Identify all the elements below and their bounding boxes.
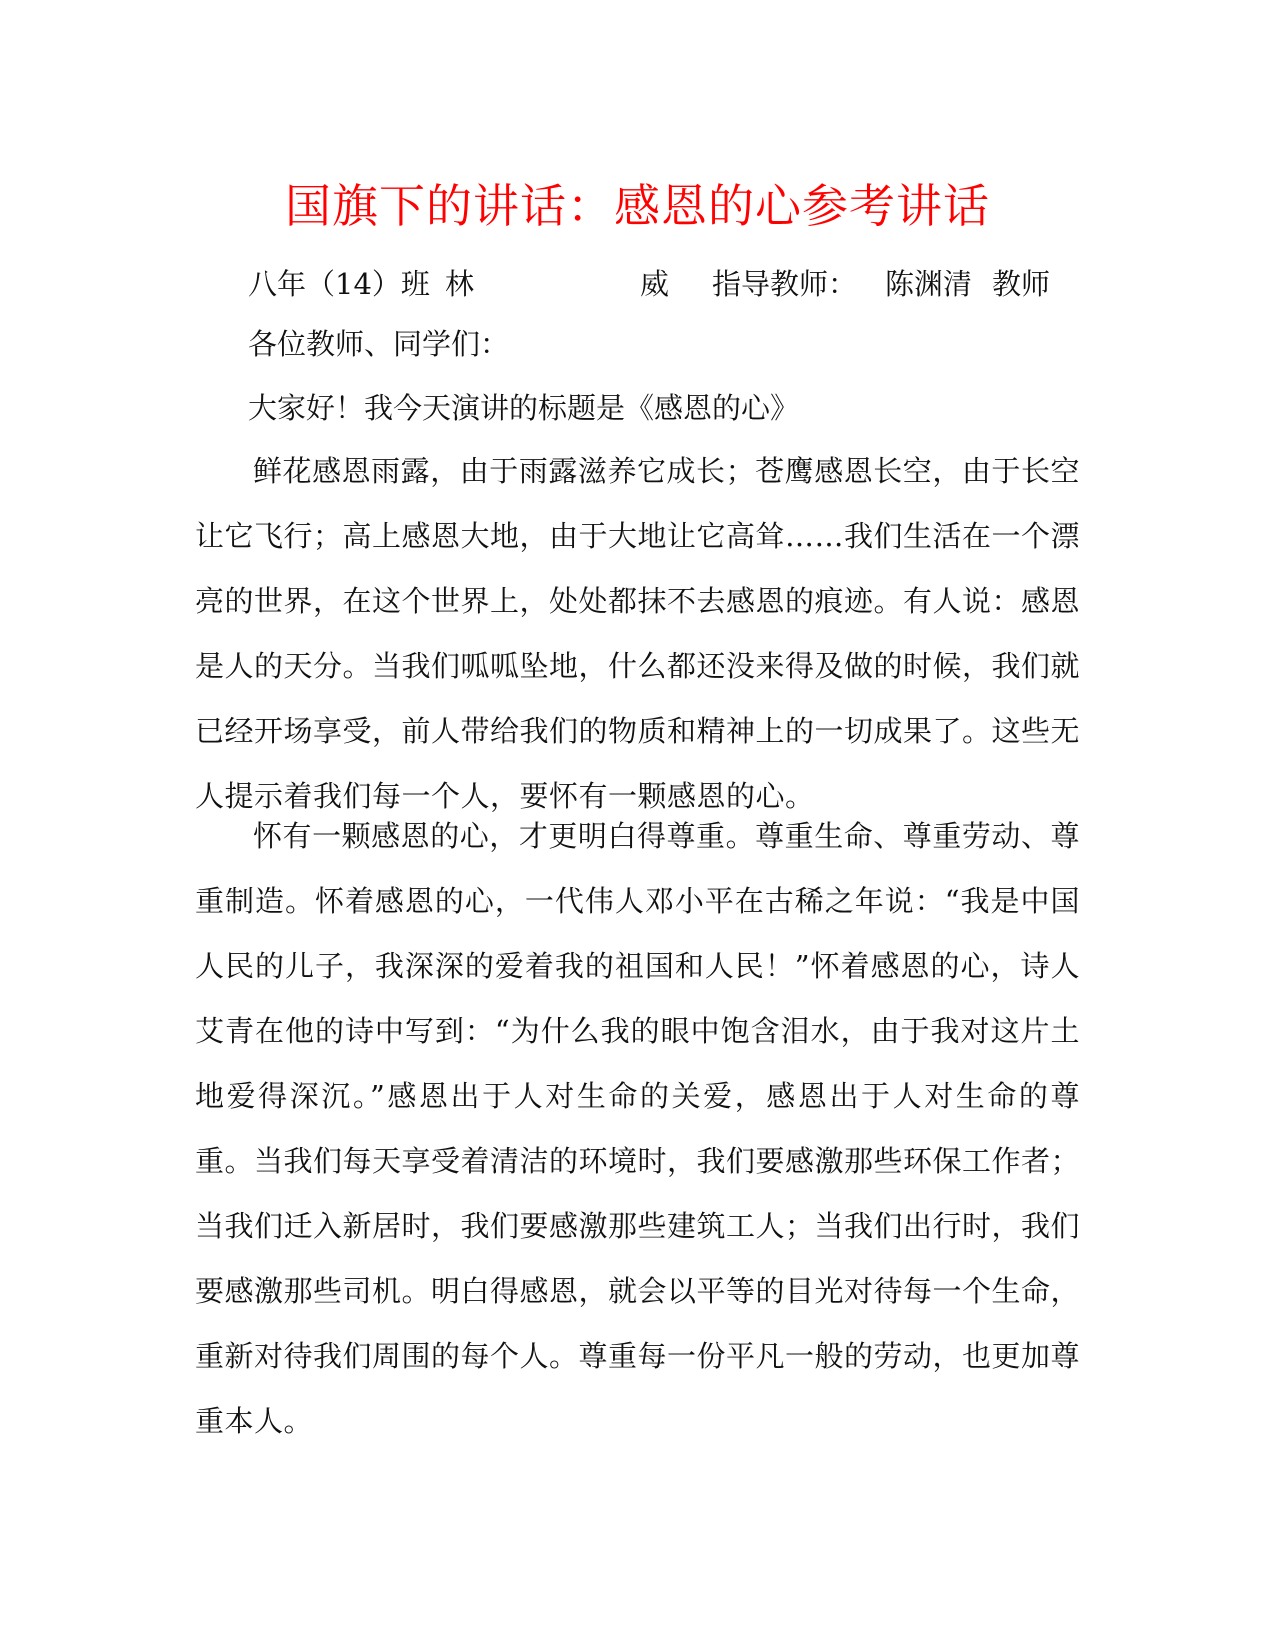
salutation: 各位教师、同学们： bbox=[248, 327, 510, 361]
greeting: 大家好！我今天演讲的标题是《感恩的心》 bbox=[248, 391, 800, 425]
author-line bbox=[0, 264, 1275, 304]
author-name-last: 威 bbox=[640, 267, 670, 301]
advisor-label: 指导教师： bbox=[712, 267, 858, 301]
advisor-name: 陈渊清 bbox=[885, 267, 973, 301]
paragraph-1: 鲜花感恩雨露，由于雨露滋养它成长；苍鹰感恩长空，由于长空让它飞行；高上感恩大地，由于大地让它高耸……我们生活在一个漂亮的世界，在这个世界上，处处都抹不去感恩的痕迹。有人说：感恩是人的天分。当我们呱呱坠地，什么都还没来得及做的时候，我们就已经开场享受，前人带给我们的物质和精神上的一切成果了。这些无人提示着我们每一个人，要怀有一颗感恩的心。 bbox=[195, 454, 1081, 813]
paragraph-2: 怀有一颗感恩的心，才更明白得尊重。尊重生命、尊重劳动、尊重制造。怀着感恩的心，一代伟人邓小平在古稀之年说：“我是中国人民的儿子，我深深的爱着我的祖国和人民！”怀着感恩的心，诗人艾青在他的诗中写到：“为什么我的眼中饱含泪水，由于我对这片土地爱得深沉。”感恩出于人对生命的关爱，感恩出于人对生命的尊重。当我们每天享受着清洁的环境时，我们要感激那些环保工作者；当我们迁入新居时，我们要感激那些建筑工人；当我们出行时，我们要感激那些司机。明白得感恩，就会以平等的目光对待每一个生命，重新对待我们周围的每个人。尊重每一份平凡一般的劳动，也更加尊重本人。 bbox=[195, 819, 1081, 1438]
document-title: 国旗下的讲话：感恩的心参考讲话 bbox=[285, 179, 990, 233]
author-name-first: 林 bbox=[445, 267, 475, 301]
class-label: 八年（14）班 bbox=[248, 267, 430, 301]
advisor-title: 教师 bbox=[992, 267, 1051, 301]
